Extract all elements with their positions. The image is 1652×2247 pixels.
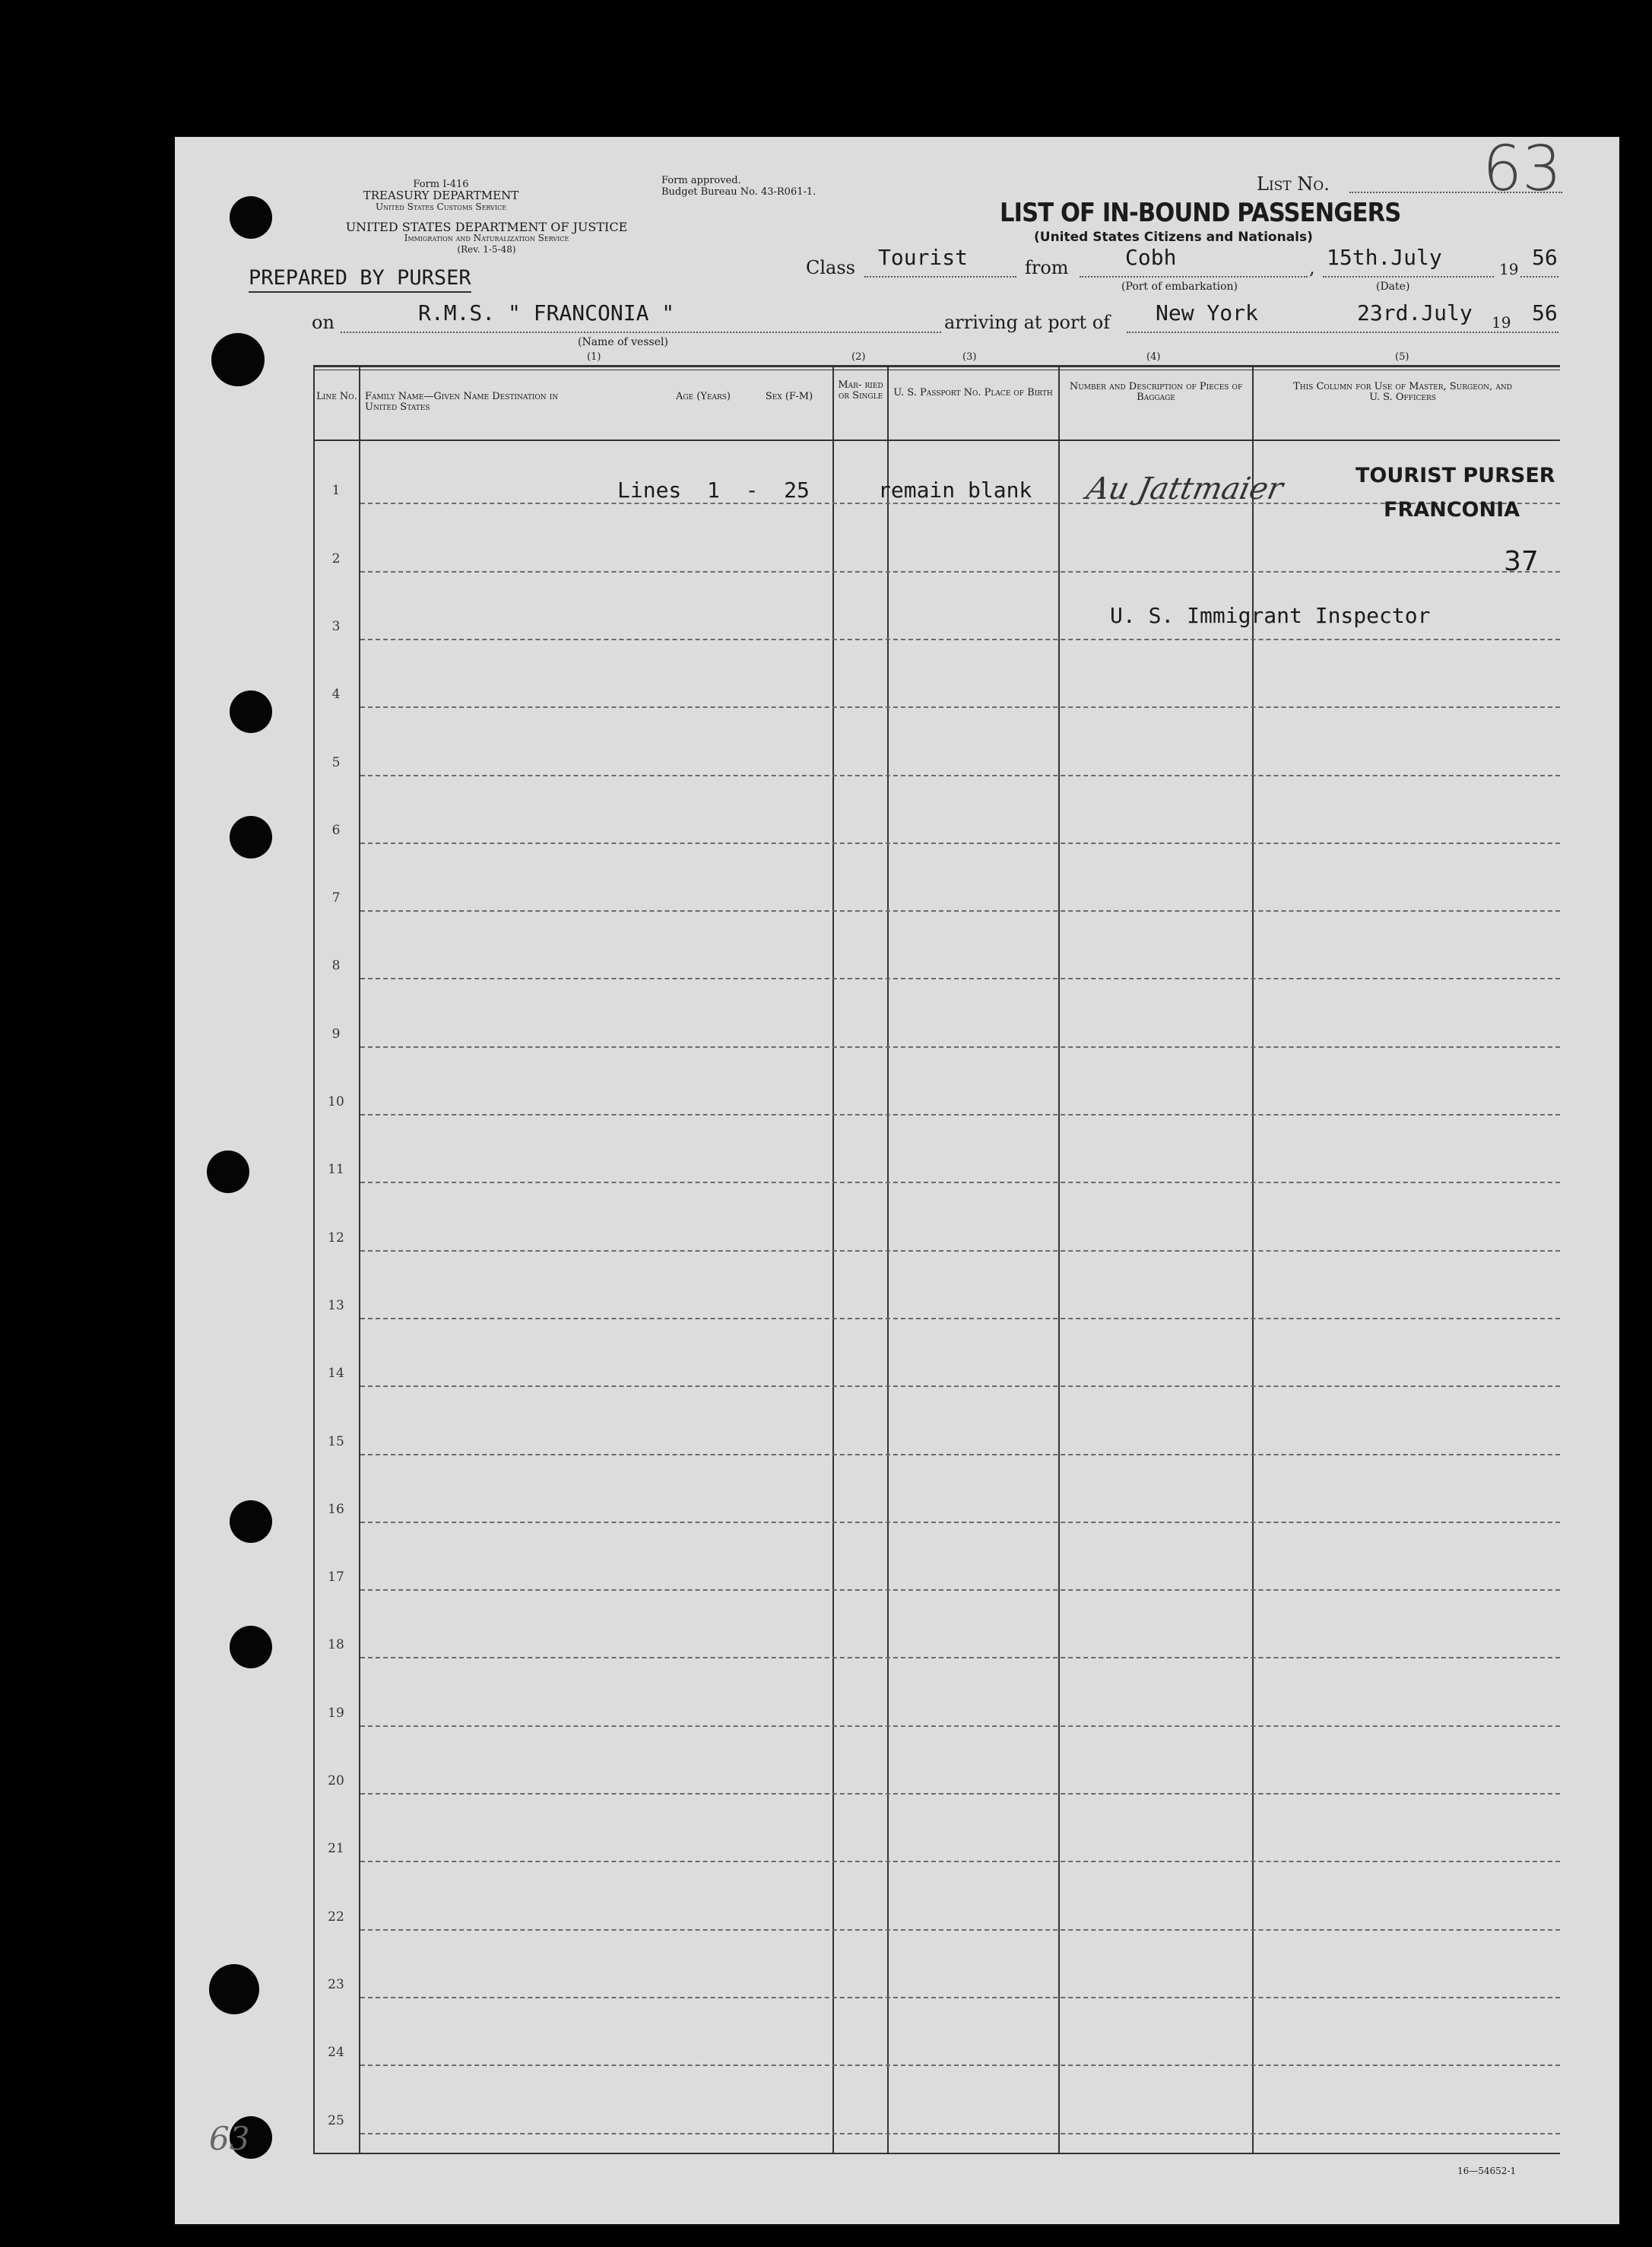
line-number: 16	[328, 1501, 344, 1517]
class-label: Class	[806, 257, 855, 278]
punch-hole	[211, 333, 265, 386]
footer-code: 16—54652-1	[1457, 2166, 1517, 2176]
budget-bureau: Budget Bureau No. 43-R061-1.	[661, 186, 816, 198]
vessel-caption: (Name of vessel)	[578, 336, 668, 348]
punch-hole	[209, 1964, 259, 2014]
row-line	[360, 503, 1560, 504]
inspector-number: 37	[1504, 546, 1539, 577]
col-sex: Sex (F-M)	[765, 391, 813, 402]
col-officers: This Column for Use of Master, Surgeon, and U. S. Officers	[1293, 381, 1512, 403]
col-passport: U. S. Passport No. Place of Birth	[893, 387, 1053, 398]
margin-note: 63	[209, 2120, 250, 2157]
row-line	[360, 1114, 1560, 1116]
arrival-year-prefix: 19	[1492, 313, 1511, 332]
blank-note-lines: Lines 1 - 25	[617, 478, 810, 503]
line-number: 6	[331, 822, 341, 838]
arrival-year: 56	[1532, 300, 1558, 325]
vessel-value: R.M.S. " FRANCONIA "	[418, 300, 675, 325]
row-line	[360, 1861, 1560, 1862]
form-approved: Form approved.	[661, 175, 741, 186]
line-number: 18	[328, 1637, 344, 1653]
row-line	[360, 1929, 1560, 1931]
punch-hole	[230, 196, 272, 239]
immigration-service: Immigration and Naturalization Service	[404, 233, 569, 243]
purser-stamp-line1: TOURIST PURSER	[1356, 464, 1555, 487]
from-value: Cobh	[1125, 245, 1177, 270]
col-married: Mar- ried or Single	[838, 379, 883, 401]
col-age: Age (Years)	[675, 391, 731, 402]
row-line	[360, 1657, 1560, 1658]
from-label: from	[1025, 257, 1069, 278]
immigrant-inspector: U. S. Immigrant Inspector	[1110, 603, 1431, 628]
line-number: 23	[328, 1976, 344, 1992]
form-subtitle: (United States Citizens and Nationals)	[1034, 230, 1313, 245]
year-value: 56	[1532, 245, 1558, 270]
treasury-department: TREASURY DEPARTMENT	[363, 189, 519, 202]
form-page: Form I-416 TREASURY DEPARTMENT United States Customs Service Form approved. Budget Bureau No. 43-R061-1. UNITED STATES DEPARTMENT OF JUSTICE Immigration and Naturalization Service (Rev. 1-5-48) PREPARED BY PURSER List No. 63 LIST OF IN-BOUND PASSENGERS (United States Citizens and Nationals) Class Tourist from Cobh , 15th.July 19 56 (Port of embarkation) (Date) on R.M.S. " FRANCONIA " (Name of vessel) arriving at port of New York 23rd.July 19 56 (1) (2) (3) (4) (5) Line No. Family Name—Given Name Destination in United States Age (Years) Sex (F-M) Mar- ried or Single U. S. Passport No. Place of Birth Number and Description of Pieces of Baggage This Column for Use of Master, Surgeon, and U. S. Officers 1 2 3 4 5 6 7 8 9 10 11 12 13 14 15 16 17 18 19 20 21 22 23 24 25 Lines 1 - 25 remain blank Au Jattmaier TOURIST PURSER FRANCONIA 37 U. S. Immigrant Inspector 16—54652-1 63	[175, 137, 1619, 2224]
row-line	[360, 2065, 1560, 2066]
row-line	[360, 843, 1560, 844]
col-num-4: (4)	[1146, 351, 1161, 363]
row-line	[360, 639, 1560, 640]
row-line	[360, 1589, 1560, 1591]
row-line	[360, 1997, 1560, 1998]
row-line	[360, 1522, 1560, 1523]
justice-department: UNITED STATES DEPARTMENT OF JUSTICE	[345, 220, 628, 234]
customs-service: United States Customs Service	[375, 202, 507, 212]
list-no-label: List No.	[1257, 173, 1330, 195]
row-line	[360, 1046, 1560, 1048]
form-title: LIST OF IN-BOUND PASSENGERS	[1000, 198, 1401, 228]
punch-hole	[207, 1150, 249, 1193]
arriving-label: arriving at port of	[944, 312, 1111, 333]
line-number: 21	[328, 1841, 344, 1857]
line-number: 15	[328, 1433, 344, 1449]
class-value: Tourist	[878, 245, 969, 270]
prepared-by-purser: PREPARED BY PURSER	[249, 266, 471, 293]
row-line	[360, 2133, 1560, 2134]
col-name: Family Name—Given Name Destination in United States	[365, 391, 559, 413]
form-number: Form I-416	[413, 179, 469, 190]
row-line	[360, 775, 1560, 776]
col-baggage: Number and Description of Pieces of Baggage	[1069, 381, 1243, 403]
punch-hole	[230, 816, 272, 858]
blank-note-remain: remain blank	[878, 478, 1032, 503]
line-number: 17	[328, 1569, 344, 1585]
line-number: 13	[328, 1297, 344, 1313]
line-number: 11	[328, 1162, 344, 1178]
date-caption: (Date)	[1376, 281, 1410, 293]
punch-hole	[230, 1626, 272, 1668]
punch-hole	[230, 1500, 272, 1543]
line-number: 20	[328, 1773, 344, 1788]
row-line	[360, 1385, 1560, 1387]
purser-stamp-line2: FRANCONIA	[1384, 498, 1520, 522]
on-label: on	[312, 312, 335, 333]
punch-hole	[230, 690, 272, 733]
line-number: 2	[331, 551, 341, 567]
arrival-port: New York	[1156, 300, 1258, 325]
row-line	[360, 1454, 1560, 1455]
revision: (Rev. 1-5-48)	[457, 244, 516, 255]
year-prefix: 19	[1499, 260, 1519, 278]
row-line	[360, 1318, 1560, 1319]
row-line	[360, 1250, 1560, 1252]
col-num-3: (3)	[962, 351, 977, 363]
line-number: 5	[331, 754, 341, 770]
col-num-1: (1)	[587, 351, 601, 363]
line-number: 1	[331, 483, 341, 499]
arrival-date: 23rd.July	[1357, 300, 1473, 325]
line-number: 10	[328, 1094, 344, 1109]
line-number: 22	[328, 1909, 344, 1925]
line-number: 9	[331, 1026, 341, 1042]
row-line	[360, 910, 1560, 912]
line-number: 14	[328, 1366, 344, 1382]
handwritten-signature: Au Jattmaier	[1083, 471, 1286, 506]
row-line	[360, 978, 1560, 979]
row-line	[360, 1182, 1560, 1183]
col-num-2: (2)	[851, 351, 866, 363]
row-line	[360, 1793, 1560, 1795]
row-line	[360, 706, 1560, 708]
date-value: 15th.July	[1327, 245, 1442, 270]
row-line	[360, 571, 1560, 573]
line-number: 7	[331, 890, 341, 906]
line-number: 4	[331, 687, 341, 703]
col-num-5: (5)	[1395, 351, 1409, 363]
line-number: 8	[331, 958, 341, 974]
line-number: 19	[328, 1705, 344, 1721]
col-line-no: Line No.	[316, 391, 357, 402]
row-line	[360, 1725, 1560, 1727]
list-no-value: 63	[1482, 133, 1562, 205]
line-number: 25	[328, 2112, 344, 2128]
line-number: 12	[328, 1230, 344, 1246]
port-caption: (Port of embarkation)	[1121, 281, 1238, 293]
line-number: 24	[328, 2045, 344, 2061]
line-number: 3	[331, 618, 341, 634]
